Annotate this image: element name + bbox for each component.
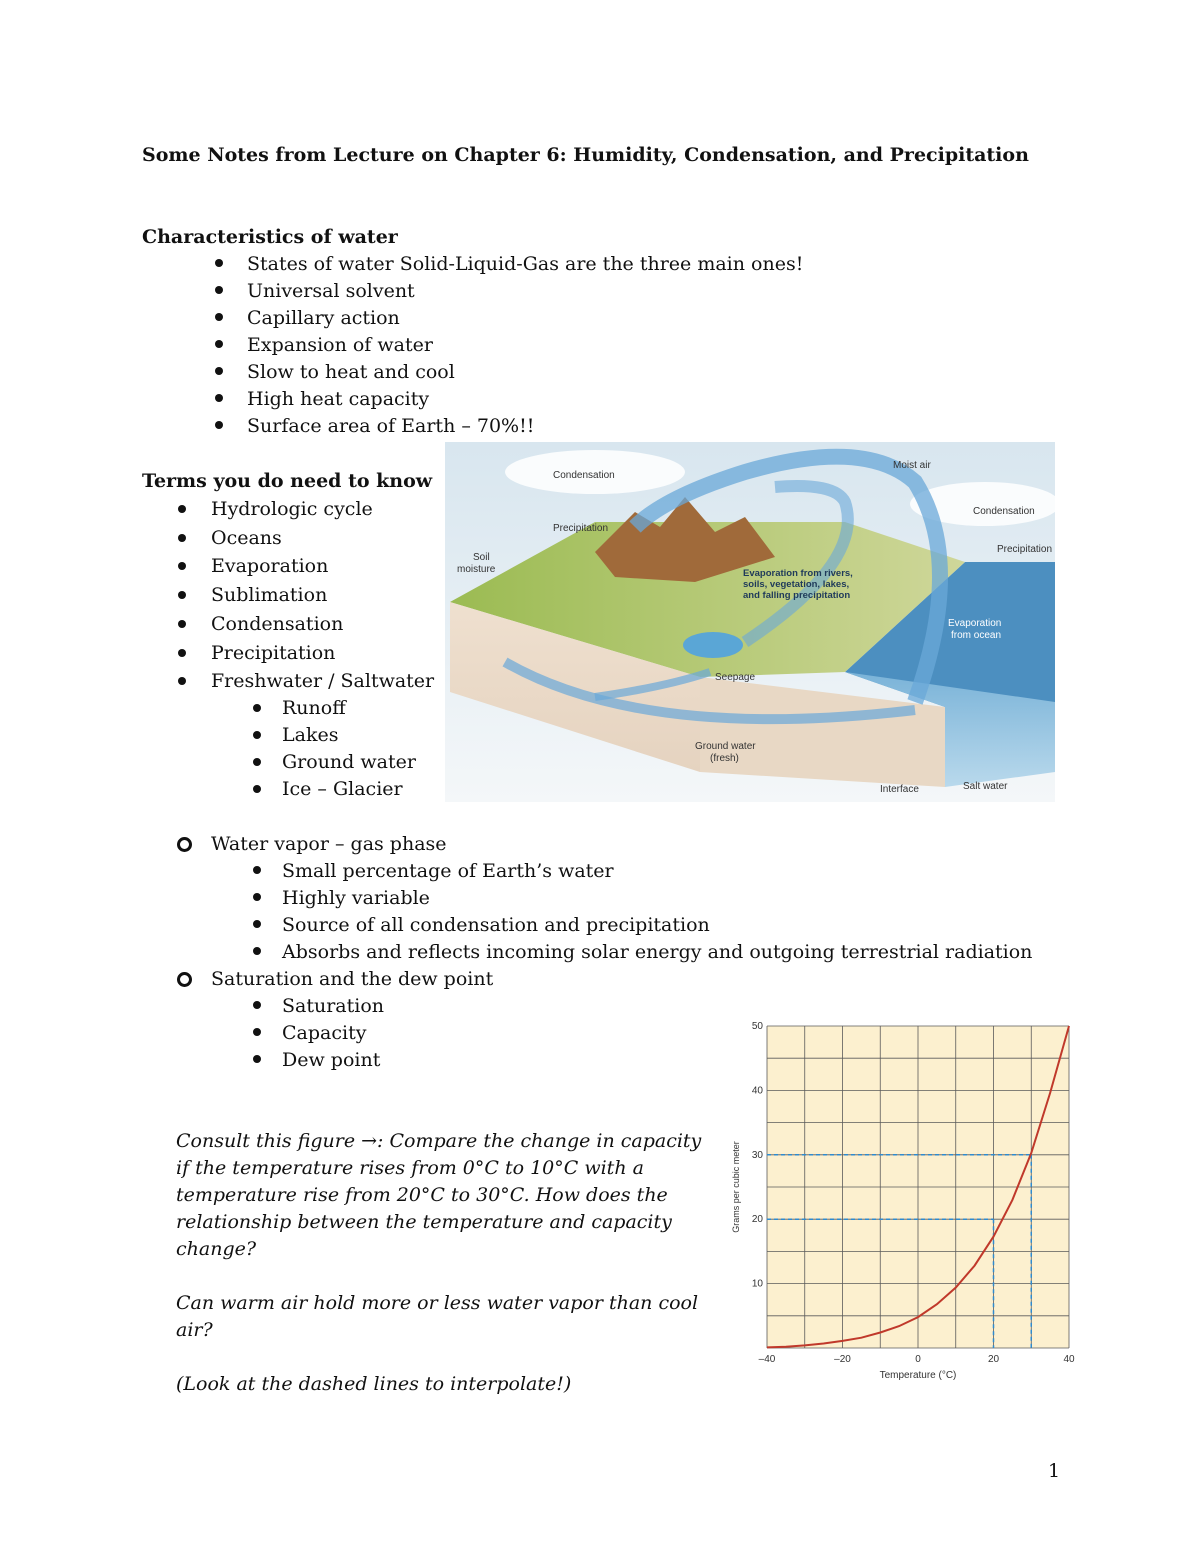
bullet-icon [178,677,186,685]
bullet-icon [215,394,223,402]
bullet-icon [253,947,261,955]
capacity-chart [725,1010,1085,1385]
bullet-icon [215,259,223,267]
list-item: Sublimation [211,584,328,606]
question-line: Can warm air hold more or less water vapor than cool [176,1292,699,1314]
list-item: Slow to heat and cool [247,361,455,383]
bullet-icon [253,1028,261,1036]
bullet-icon [253,1001,261,1009]
label-precipitation-left: Precipitation [553,523,609,534]
bullet-icon [178,505,186,513]
sub-list-item: Dew point [282,1049,381,1071]
question-line: Consult this figure →: Compare the change in capacity [176,1130,702,1152]
list-item: Evaporation [211,555,329,577]
sub-list-item: Small percentage of Earth’s water [282,860,614,882]
label-salt-water: Salt water [963,781,1008,792]
section-heading-characteristics: Characteristics of water [142,226,398,248]
lake [683,632,743,658]
bullet-icon [178,620,186,628]
ring-bullet-icon [177,972,192,987]
list-item: Condensation [211,613,344,635]
label-ground-water-1: Ground water [695,741,756,752]
sub-list-item: Ground water [282,751,416,773]
sub-list-item: Highly variable [282,887,430,909]
list-item: Freshwater / Saltwater [211,670,435,692]
question-block [176,1128,716,1398]
bullet-icon [215,340,223,348]
question-line: relationship between the temperature and capacity [176,1211,672,1233]
bullet-icon [178,649,186,657]
sub-list-item: Capacity [282,1022,367,1044]
x-axis-title: Temperature (°C) [879,1370,957,1381]
question-line: air? [176,1319,213,1341]
list-item: States of water Solid-Liquid-Gas are the three main ones! [247,253,804,275]
question-line: if the temperature rises from 0°C to 10°C with a [176,1157,644,1179]
label-evap-land-3: and falling precipitation [743,590,851,601]
bullet-icon [215,367,223,375]
label-evap-land-2: soils, vegetation, lakes, [743,579,850,590]
section-heading-terms: Terms you do need to know [142,470,433,492]
label-precipitation-right: Precipitation [997,544,1053,555]
bullet-icon [215,286,223,294]
list-item: Surface area of Earth – 70%!! [247,415,535,437]
y-tick-label: 30 [751,1149,763,1161]
bullet-icon [253,920,261,928]
label-seepage: Seepage [715,672,756,683]
bullet-icon [178,591,186,599]
list-item: Capillary action [247,307,400,329]
list-item: Precipitation [211,642,336,664]
bullet-icon [253,785,261,793]
hint-text: (Look at the dashed lines to interpolate!) [176,1373,572,1395]
bullet-icon [253,866,261,874]
question-line: temperature rise from 20°C to 30°C. How does the [176,1184,668,1206]
sub-list-item: Runoff [282,697,346,719]
sub-list-item: Ice – Glacier [282,778,403,800]
x-tick-label: 40 [1063,1354,1075,1365]
bullet-icon [215,421,223,429]
list-item: Oceans [211,527,282,549]
sub-list-item: Lakes [282,724,339,746]
label-condensation-right: Condensation [973,506,1035,517]
x-tick-label: 20 [987,1354,1000,1365]
page-title: Some Notes from Lecture on Chapter 6: Humidity, Condensation, and Precipitation [142,144,1029,166]
bullet-icon [253,731,261,739]
label-interface: Interface [880,784,919,795]
label-evap-land-1: Evaporation from rivers, [743,568,853,579]
bullet-icon [253,1055,261,1063]
label-evap-ocean-1: Evaporation [948,618,1002,629]
sub-list-item: Source of all condensation and precipitation [282,914,710,936]
sub-list-item: Absorbs and reflects incoming solar energy and outgoing terrestrial radiation [282,941,1033,963]
ring-bullet-icon [177,837,192,852]
list-item: Expansion of water [247,334,433,356]
list-item-water-vapor: Water vapor – gas phase [211,833,447,855]
bullet-icon [178,534,186,542]
bullet-icon [215,313,223,321]
question-line: change? [176,1238,257,1260]
label-ground-water-2: (fresh) [710,753,739,764]
list-item: High heat capacity [247,388,430,410]
label-condensation-left: Condensation [553,470,615,481]
y-axis-title: Grams per cubic meter [731,1141,741,1233]
list-item-saturation: Saturation and the dew point [211,968,494,990]
x-tick-label: –20 [834,1354,851,1365]
bullet-icon [178,562,186,570]
y-tick-label: 10 [751,1278,763,1290]
label-soil-moisture-2: moisture [457,564,496,575]
x-tick-label: 0 [915,1354,921,1365]
bullet-icon [253,893,261,901]
label-evap-ocean-2: from ocean [951,630,1002,641]
y-tick-label: 20 [751,1214,763,1226]
label-moist-air: Moist air [893,460,931,471]
bullet-icon [253,758,261,766]
page-number: 1 [1048,1460,1061,1482]
sub-list-item: Saturation [282,995,385,1017]
list-item: Universal solvent [247,280,415,302]
bullet-icon [253,704,261,712]
list-item: Hydrologic cycle [211,498,373,520]
x-tick-label: –40 [758,1354,776,1365]
y-tick-label: 40 [751,1085,763,1097]
y-tick-label: 50 [751,1021,763,1032]
hydrologic-cycle-diagram [445,442,1055,802]
label-soil-moisture-1: Soil [473,552,490,563]
